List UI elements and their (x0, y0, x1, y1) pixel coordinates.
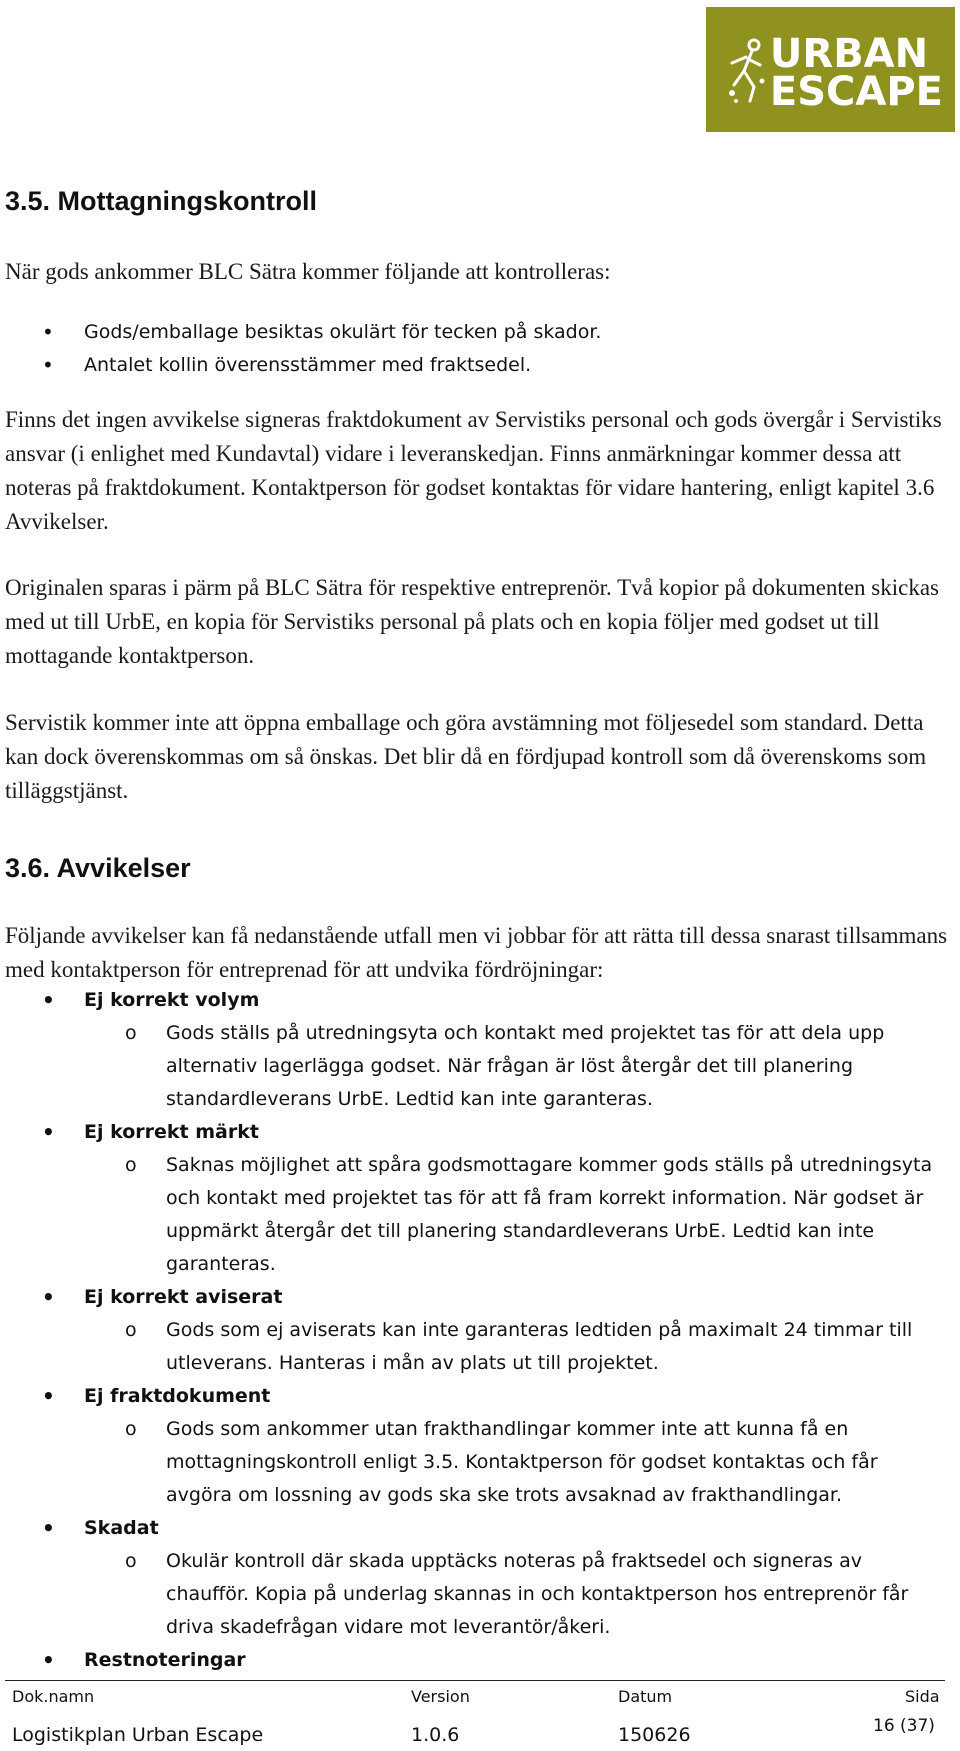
deviation-list (0, 984, 950, 1677)
urban-escape-logo (706, 7, 955, 132)
deviation-detail: o Gods som ankommer utan frakthandlingar kommer inte att kunna få en mottagningskontroll enligt 3.5. Kontaktperson för godset kontaktas och får avgöra om lossning av gods ska ske trots avsaknad av frakthandlingar. (0, 1413, 940, 1512)
deviation-title: • Skadat (0, 1512, 950, 1545)
deviation-title: • Ej korrekt märkt (0, 1116, 950, 1149)
section-3-6-intro: Följande avvikelser kan få nedanstående utfall men vi jobbar för att rätta till dessa snarast tillsammans med kontaktperson för entreprenad för att undvika fördröjningar: (5, 923, 948, 982)
deviation-title: • Restnoteringar (0, 1644, 950, 1677)
footer-date: 150626 (618, 1724, 691, 1746)
deviation-title: • Ej korrekt aviserat (0, 1281, 950, 1314)
footer-label-docname: Dok.namn (12, 1687, 95, 1706)
deviation-detail: o Gods ställs på utredningsyta och kontakt med projektet tas för att dela upp alternativ lagerlägga godset. När frågan är löst återgår det till planering standardleverans UrbE. Ledtid kan inte garanteras. (0, 1017, 940, 1116)
section-3-5-intro: När gods ankommer BLC Sätra kommer följande att kontrolleras: (5, 259, 611, 284)
section-3-6-heading: 3.6. Avvikelser (5, 853, 191, 883)
footer-page-number: 16 (37) (873, 1716, 935, 1736)
section-3-5-paragraph-2: Originalen sparas i pärm på BLC Sätra för respektive entreprenör. Två kopior på dokumenten skickas med ut till UrbE, en kopia för Servistiks personal på plats och en kopia följer med godset ut till mottagande kontaktperson. (5, 575, 939, 668)
logo-wordmark (769, 30, 943, 115)
deviation-title: • Ej korrekt volym (0, 984, 950, 1017)
section-3-5-heading: 3.5. Mottagningskontroll (5, 186, 318, 216)
logo-line-1: URBAN (769, 30, 929, 77)
footer-divider (5, 1680, 945, 1681)
section-3-5-paragraph-1: Finns det ingen avvikelse signeras fraktdokument av Servistiks personal och gods övergår i Servistiks ansvar (i enlighet med Kundavtal) vidare i leveranskedjan. Finns anmärkningar kommer dessa att noteras på fraktdokument. Kontaktperson för godset kontaktas för vidare hantering, enligt kapitel 3.6 Avvikelser. (5, 407, 942, 534)
logo-line-2: ESCAPE (769, 68, 943, 115)
deviation-detail: o Gods som ej aviserats kan inte garanteras ledtiden på maximalt 24 timmar till utleverans. Hanteras i mån av plats ut till projektet. (0, 1314, 940, 1380)
check-list (0, 316, 950, 382)
footer-label-version: Version (411, 1687, 470, 1706)
footer-version: 1.0.6 (411, 1724, 460, 1746)
footer-label-page: Sida (905, 1687, 940, 1706)
check-item: • Antalet kollin överensstämmer med fraktsedel. (0, 349, 950, 382)
footer-docname: Logistikplan Urban Escape (12, 1724, 264, 1746)
footer-label-date: Datum (618, 1687, 673, 1706)
climber-icon (724, 37, 768, 105)
deviation-detail: o Saknas möjlighet att spåra godsmottagare kommer gods ställs på utredningsyta och kontakt med projektet tas för att få fram korrekt information. När godset är uppmärkt återgår det till planering standardleverans UrbE. Ledtid kan inte garanteras. (0, 1149, 940, 1281)
section-3-5-paragraph-3: Servistik kommer inte att öppna emballage och göra avstämning mot följesedel som standard. Detta kan dock överenskommas om så önskas. Det blir då en fördjupad kontroll som då överenskoms som tilläggstjänst. (5, 710, 927, 803)
deviation-title: • Ej fraktdokument (0, 1380, 950, 1413)
deviation-detail: o Okulär kontroll där skada upptäcks noteras på fraktsedel och signeras av chaufför. Kopia på underlag skannas in och kontaktperson hos entreprenör får driva skadefrågan vidare mot leverantör/åkeri. (0, 1545, 940, 1644)
check-item: • Gods/emballage besiktas okulärt för tecken på skador. (0, 316, 950, 349)
